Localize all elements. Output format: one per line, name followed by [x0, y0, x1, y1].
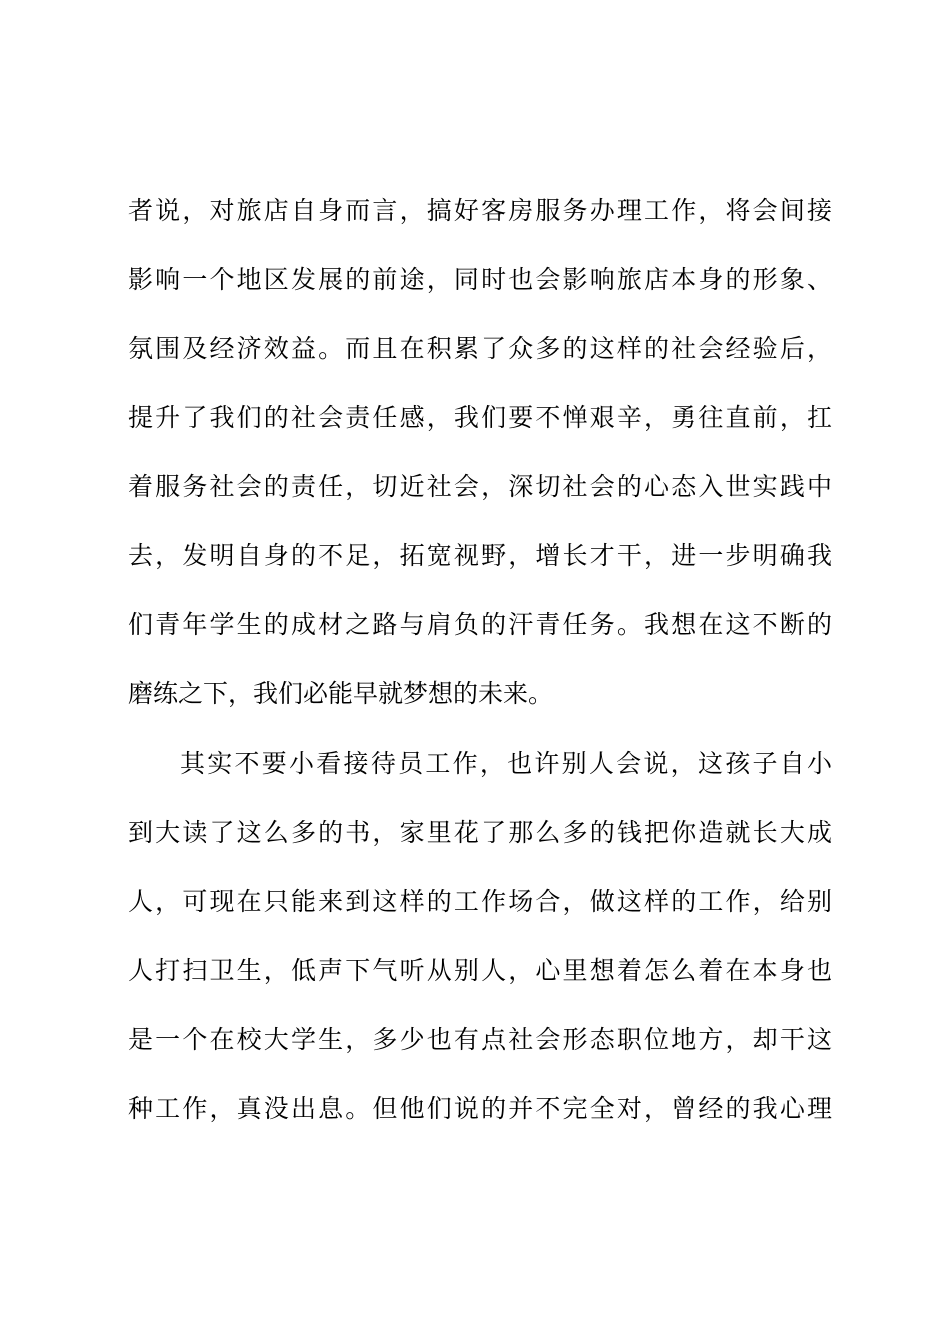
paragraph-2-line-3: 人，可现在只能来到这样的工作场合，做这样的工作，给别 — [128, 887, 832, 916]
paragraph-2-line-1: 其实不要小看接待员工作，也许别人会说，这孩子自小 — [180, 749, 832, 778]
paragraph-2-line-2: 到大读了这么多的书，家里花了那么多的钱把你造就长大成 — [128, 818, 832, 847]
paragraph-1-line-7: 们青年学生的成材之路与肩负的汗青任务。我想在这不断的 — [128, 610, 832, 639]
paragraph-1-line-2: 影响一个地区发展的前途，同时也会影响旅店本身的形象、 — [128, 265, 832, 294]
paragraph-1-line-1: 者说，对旅店自身而言，搞好客房服务办理工作，将会间接 — [128, 196, 832, 225]
paragraph-2-line-5: 是一个在校大学生，多少也有点社会形态职位地方，却干这 — [128, 1025, 832, 1054]
paragraph-1-line-5: 着服务社会的责任，切近社会，深切社会的心态入世实践中 — [128, 472, 832, 501]
paragraph-1-line-4: 提升了我们的社会责任感，我们要不惮艰辛，勇往直前，扛 — [128, 403, 832, 432]
paragraph-2-line-4: 人打扫卫生，低声下气听从别人，心里想着怎么着在本身也 — [128, 956, 832, 985]
paragraph-1-line-8: 磨练之下，我们必能早就梦想的未来。 — [128, 679, 554, 708]
paragraph-1-line-6: 去，发明自身的不足，拓宽视野，增长才干，进一步明确我 — [128, 541, 832, 570]
paragraph-2-line-6: 种工作，真没出息。但他们说的并不完全对，曾经的我心理 — [128, 1094, 832, 1123]
paragraph-1-line-3: 氛围及经济效益。而且在积累了众多的这样的社会经验后， — [128, 334, 832, 363]
